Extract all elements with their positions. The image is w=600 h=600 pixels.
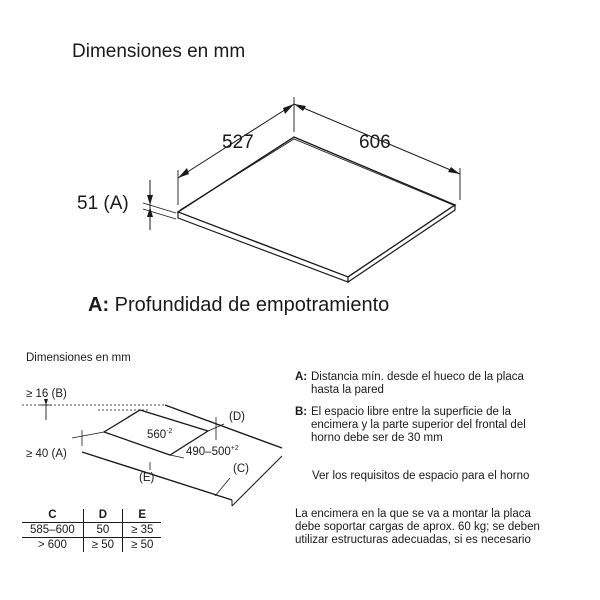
label-c: (C) (233, 463, 249, 475)
cutout-width-label: $560^{-2}$ (147, 428, 173, 441)
section-title: Dimensiones en mm (26, 352, 131, 364)
hob-top-surface (178, 137, 455, 277)
clearance-table (22, 509, 161, 552)
dim-width-label: 527 (222, 132, 254, 153)
table-cell: 50 (83, 523, 122, 538)
table-row (22, 523, 161, 538)
note-key: B: (295, 406, 308, 418)
table-cell: > 600 (22, 538, 83, 553)
table-cell: ≥ 35 (131, 524, 154, 536)
label-e: (E) (139, 472, 155, 484)
page-title: Dimensiones en mm (72, 41, 246, 62)
table-cell: 585–600 (22, 523, 83, 538)
note-text: El espacio libre entre la superficie de la encimera y la parte superior del frontal del horno debe ser de 30 mm (311, 406, 526, 444)
dim-depth-label: 606 (359, 132, 391, 153)
legend-key: A: (88, 294, 110, 316)
note-b (295, 406, 535, 445)
note-text: Distancia mín. desde el hueco de la placa hasta la pared (311, 371, 524, 396)
worktop-front-edge (82, 452, 232, 500)
label-a: ≥ 40 (A) (26, 448, 67, 460)
note-load: La encimera en la que se va a montar la placa debe soportar cargas de aprox. 60 kg; se deben utilizar estructuras adecuadas, si es necesario (295, 508, 540, 546)
table-header: D (83, 509, 122, 523)
table-header-row (22, 509, 161, 523)
table-cell: ≥ 50 (83, 538, 122, 553)
table-header: C (22, 509, 83, 523)
legend-a (88, 294, 389, 317)
table-cell: ≥ 50 (131, 539, 154, 551)
table-header: E (138, 509, 147, 521)
table-row (22, 538, 161, 553)
label-b: ≥ 16 (B) (26, 388, 67, 400)
note-a (295, 371, 535, 397)
cutout-diagram (0, 340, 290, 600)
note-key: A: (295, 371, 308, 383)
note-see-oven: Ver los requisitos de espacio para el horno (312, 470, 530, 482)
label-d: (D) (229, 411, 245, 423)
cutout-depth-label: $490-500^{+2}$ (186, 445, 239, 458)
dim-height-label: 51 (A) (77, 193, 129, 214)
legend-text: Profundidad de empotramiento (114, 294, 390, 316)
